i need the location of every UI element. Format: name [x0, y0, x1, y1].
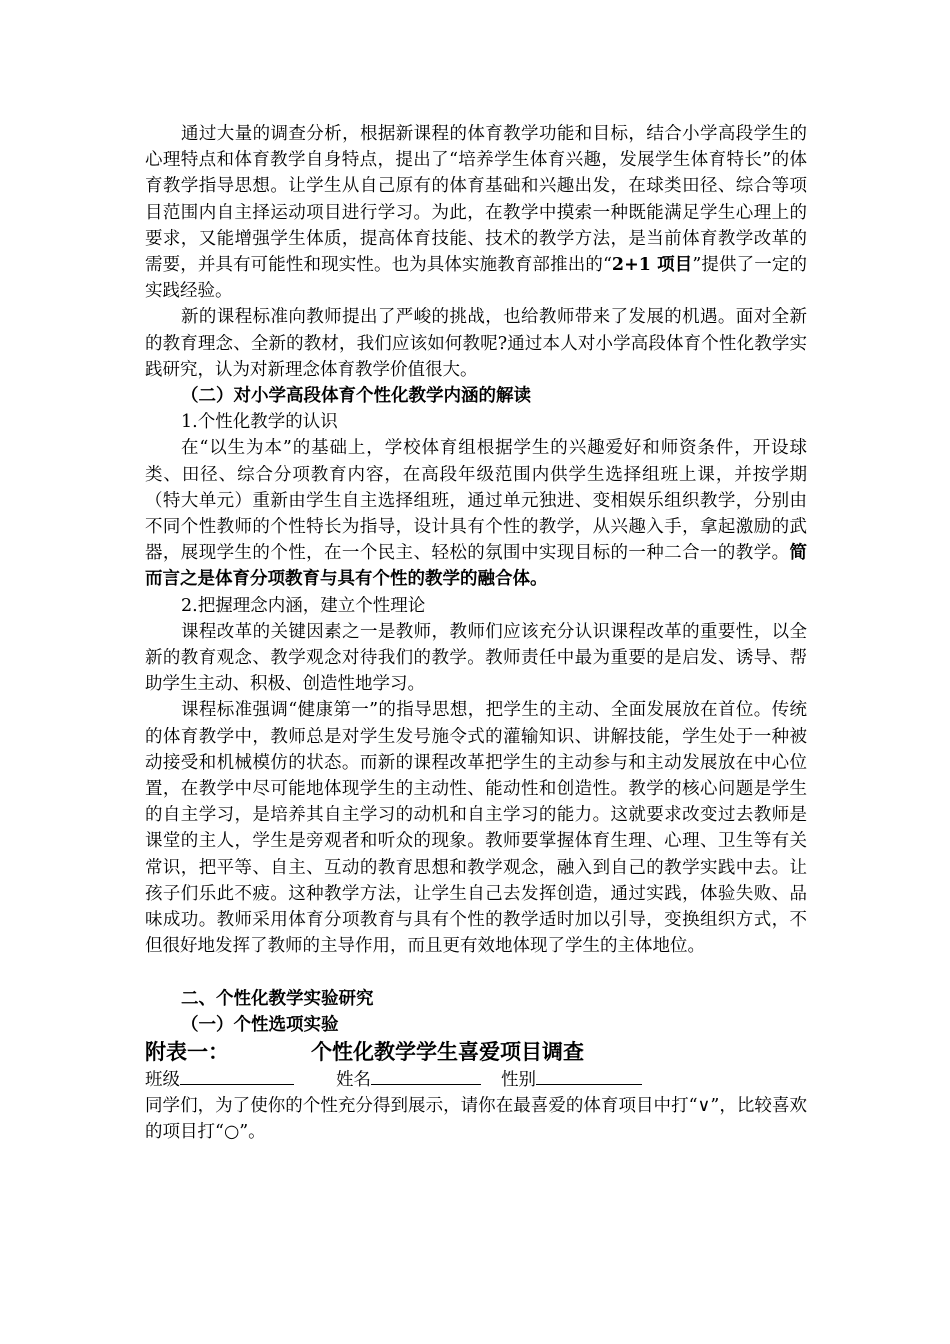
survey-instruction: 同学们，为了使你的个性充分得到展示，请你在最喜爱的体育项目中打“∨”，比较喜欢的项目打“○”。 [145, 1095, 807, 1143]
appendix-label: 附表一： [145, 1039, 229, 1064]
subheading-theory: 2.把握理念内涵，建立个性理论 [181, 595, 426, 616]
survey-form-row [145, 1066, 807, 1093]
section-heading-interpretation: （二）对小学高段体育个性化教学内涵的解读 [181, 386, 531, 407]
appendix-title: 个性化教学学生喜爱项目调查 [311, 1039, 584, 1064]
class-label: 班级 [145, 1069, 180, 1090]
paragraph-health-first: 课程标准强调“健康第一”的指导思想，把学生的主动、全面发展放在首位。传统的体育教学中，教师总是对学生发号施令式的灌输知识、讲解技能，学生处于一种被动接受和机械模仿的状态。而新的课程改革把学生的主动参与和主动发展放在中心位置，在教学中尽可能地体现学生的主动性、能动性和创造性。教学的核心问题是学生的自主学习，是培养其自主学习的动机和自主学习的能力。这就要求改变过去教师是课堂的主人，学生是旁观者和听众的现象。教师要掌握体育生理、心理、卫生等有关常识，把平等、自主、互动的教育思想和教学观念，融入到自己的教学实践中去。让孩子们乐此不疲。这种教学方法，让学生自己去发挥创造，通过实践，体验失败、品味成功。教师采用体育分项教育与具有个性的教学适时加以引导，变换组织方式，不但很好地发挥了教师的主导作用，而且更有效地体现了学生的主体地位。 [145, 700, 807, 957]
name-field[interactable] [371, 1066, 481, 1085]
gender-label: 性别 [501, 1069, 536, 1090]
gender-field[interactable] [536, 1066, 642, 1085]
paragraph-analysis [145, 121, 807, 304]
name-label: 姓名 [336, 1069, 371, 1090]
paragraph-analysis-tail: ”提供了一定的实践经验。 [145, 255, 807, 302]
document-page [145, 121, 807, 1145]
paragraph-analysis-text: 通过大量的调查分析，根据新课程的体育教学功能和目标，结合小学高段学生的心理特点和体育教学自身特点，提出了“培养学生体育兴趣，发展学生体育特长”的体育教学指导思想。让学生从自己原有的体育基础和兴趣出发，在球类田径、综合等项目范围内自主择运动项目进行学习。为此，在教学中摸索一种既能满足学生心理上的要求，又能增强学生体质，提高体育技能、技术的教学方法，是当前体育教学改革的需要，并具有可能性和现实性。也为具体实施教育部推出的“ [145, 124, 807, 276]
spacer [145, 960, 807, 986]
class-field[interactable] [180, 1066, 294, 1085]
paragraph-challenge: 新的课程标准向教师提出了严峻的挑战，也给教师带来了发展的机遇。面对全新的教育理念、全新的教材，我们应该如何教呢?通过本人对小学高段体育个性化教学实践研究，认为对新理念体育教学价值很大。 [145, 307, 807, 380]
subsection-heading-elective: （一）个性选项实验 [181, 1014, 339, 1035]
project-name-bold: 2+1 项目 [611, 255, 693, 276]
paragraph-definition-text: 在“以生为本”的基础上，学校体育组根据学生的兴趣爱好和师资条件，开设球类、田径、综合分项教育内容，在高段年级范围内供学生选择组班上课，并按学期（特大单元）重新由学生自主选择组班，通过单元独进、变相娱乐组织教学，分别由不同个性教师的个性特长为指导，设计具有个性的教学，从兴趣入手，拿起激励的武器，展现学生的个性，在一个民主、轻松的氛围中实现目标的一种二合一的教学。 [145, 438, 807, 564]
subheading-understanding: 1.个性化教学的认识 [181, 412, 338, 433]
definition-summary-bold: 简而言之是体育分项教育与具有个性的教学的融合体。 [145, 543, 807, 590]
appendix-title-row [145, 1038, 807, 1066]
paragraph-teacher-role: 课程改革的关键因素之一是教师，教师们应该充分认识课程改革的重要性，以全新的教育观念、教学观念对待我们的教学。教师责任中最为重要的是启发、诱导、帮助学生主动、积极、创造性地学习。 [145, 621, 807, 695]
paragraph-definition [145, 435, 807, 592]
section-heading-experiment: 二、个性化教学实验研究 [181, 988, 374, 1009]
